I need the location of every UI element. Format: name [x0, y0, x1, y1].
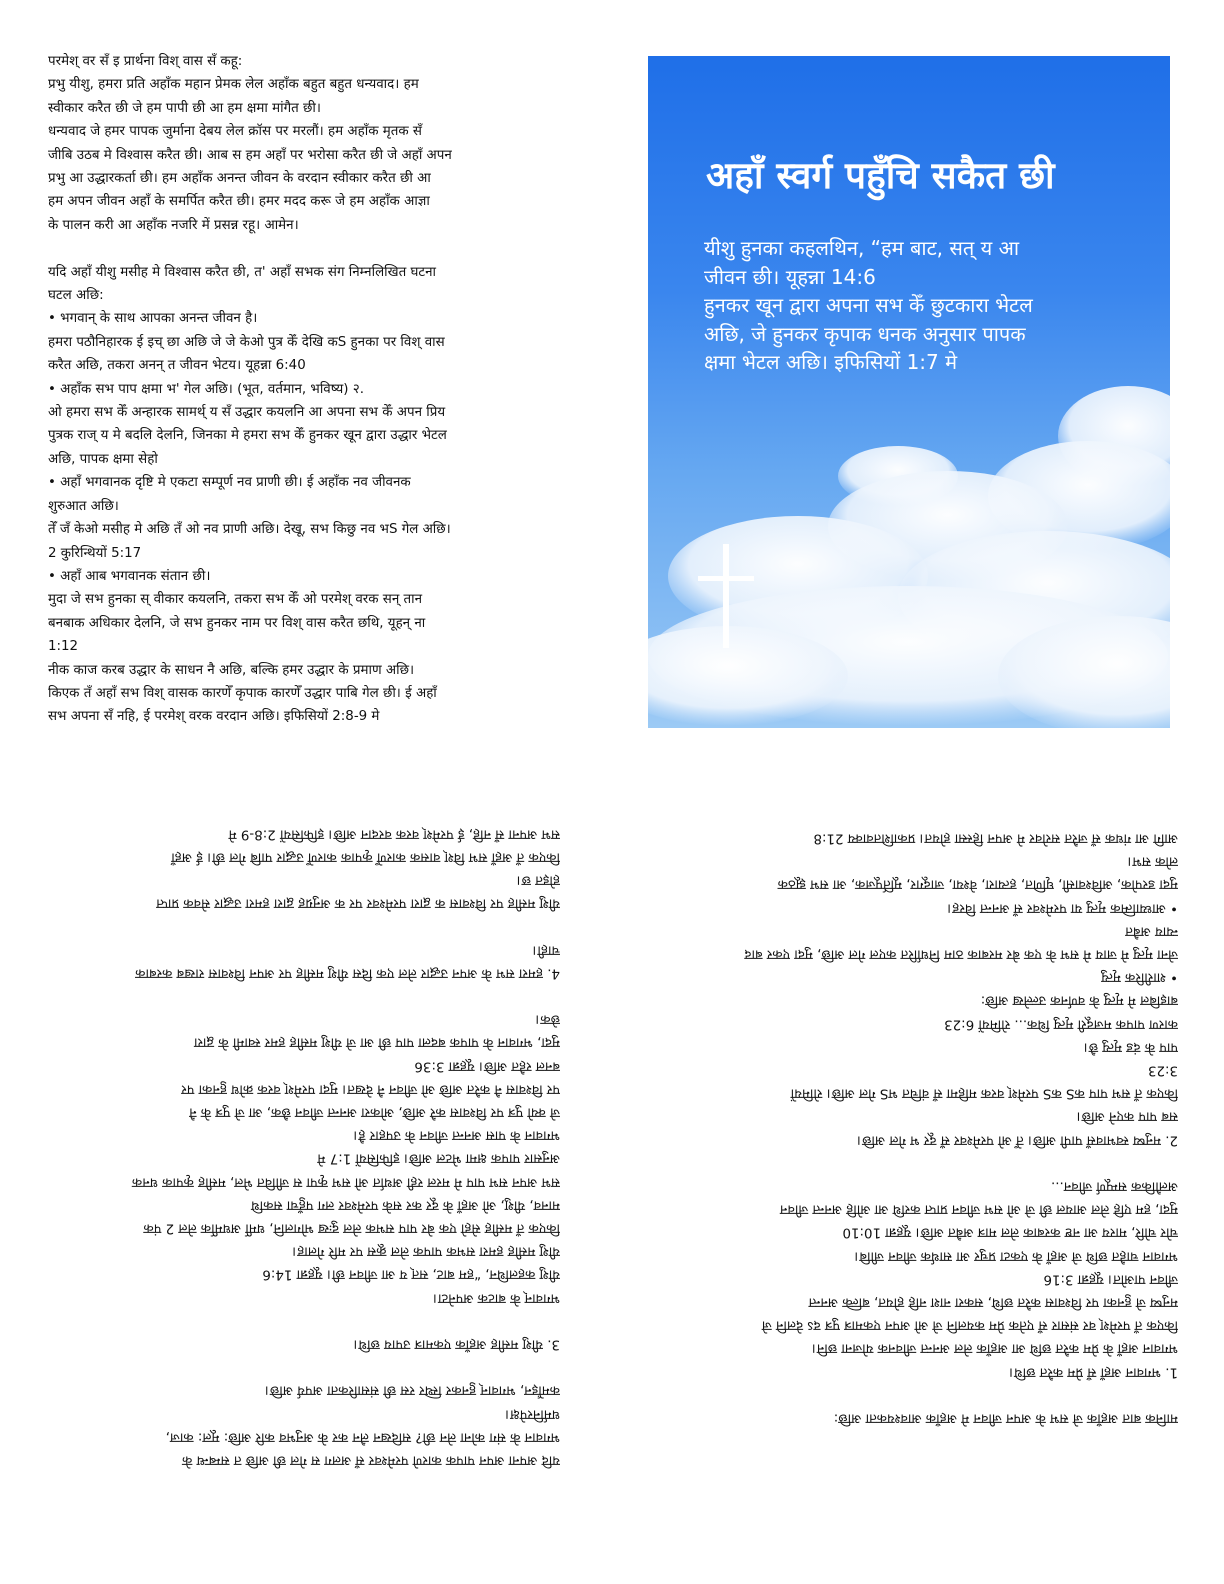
text-line: सभ अपना सँ नहि, ई परमेश् वरक वरदान अछि। इफिसियों 2:8-9 मे: [48, 709, 380, 725]
text-line: • भगवान् के साथ आपका अनन्त जीवन है।: [48, 311, 258, 327]
text-line: किएक तँ अहाँ सभ विश् वासक कारणेँ कृपाक कारणेँ उद्धार पाबि गेल छी। ई अहाँ: [48, 685, 437, 701]
rotated-text-line: अनुसार पापक क्षमा भेटल अछि। इफिसियों 1:7 मे: [317, 1151, 560, 1167]
rotated-text-line: बाइबिल मे मृत्यु के वर्णनक उल्लेख अछि:: [980, 992, 1178, 1008]
text-line: घटल अछि:: [48, 288, 104, 304]
rotated-text-line: किएक तँ अहाँ सभ विश् वासक कारणेँ कृपाक कारणेँ उद्धार पाबि गेल छी। ई अहाँ: [171, 849, 560, 865]
rotated-text-line: कर्मोंइन, भगवान् हुनकर स्थिर रस छी संसारिकता अपर्य अछि।: [264, 1383, 560, 1399]
text-line: प्रभु यीशु, हमरा प्रति अहाँक महान प्रेमक लेल अहाँक बहुत बहुत धन्यवाद। हम: [48, 77, 419, 93]
rotated-text-line: धर्मनिरपेक्ष।: [505, 1406, 560, 1422]
rotated-text-line: न्याय अबैत: [1125, 923, 1178, 939]
bottom-left-rotated-panel: [48, 822, 560, 1472]
card-body: [704, 234, 1144, 377]
rotated-text-line: किएक तँ मसीह सेहो एक बेर पाप सभक लेल दुःख भोगलनि, धर्मी अधर्मीक लेल 2 पंक: [143, 1220, 560, 1236]
rotated-text-line: [48, 1356, 560, 1379]
cross-icon: [698, 544, 754, 648]
rotated-text-line: भगवान के संग कोना लेन छी? सदिखन लैन कर के अनुभव करि अछि: मूल: काज,: [165, 1429, 560, 1445]
text-line: के पालन करी आ अहाँक नजरि में प्रसन्न रहू। आमेन।: [48, 217, 299, 233]
rotated-text-line: किएक तँ परमेश् वर संसार सँ एतेक प्रेम कयलनि जे ओ अपन एकमात्र पुत्र दऽ देलनि जे: [761, 1317, 1178, 1333]
rotated-text-line: यदि अपना अपन पापक कारणे परमेश्वर सँ अलग स गेल छी अछि त सम्बन्ध के: [182, 1452, 560, 1468]
rotated-text-line: जे क्यो पुत्र पर विश्वास करै अछि, ओकरा अनन्त जीवन छैक, आ जे पुत्र के नै: [189, 1104, 560, 1120]
rotated-text-line: सभ अपना सँ नहि, ई परमेश् वरक वरदान अछि। इफिसियों 2:8-9 मे: [228, 826, 560, 842]
rotated-text-line: 1. भगवान अहाँ सँ प्रेम करैत छथि।: [1009, 1363, 1178, 1379]
rotated-text-line: होइत छ।: [516, 872, 560, 888]
text-line: • अहाँ भगवानक दृष्टि मे एकटा सम्पूर्ण नव प्राणी छी। ई अहाँक नव जीवनक: [48, 475, 411, 491]
rotated-text-line: चोर चोरि, मारय आ नष्ट करबाक लेल मात्र अबैत अछि। यूहन्ना 10:10: [842, 1224, 1178, 1240]
rotated-text-line: छेक।: [535, 1011, 560, 1027]
rotated-text-line: • आध्यात्मिक मृत्यु या परमेश्वर सँ अनन्त विरह।: [947, 899, 1178, 915]
rotated-text-line: बनल रहैत अछि। यूहन्ना 3:36: [414, 1058, 560, 1074]
text-line: • अहाँ आब भगवानक संतान छी।: [48, 568, 211, 584]
text-line: [48, 237, 528, 260]
rotated-text-line: भगवान् के बाटक अपनेटा।: [432, 1290, 560, 1306]
text-line: बनबाक अधिकार देलनि, जे सभ हुनकर नाम पर विश् वास करैत छथि, यूहन् ना: [48, 615, 426, 631]
rotated-text-line: मुदा डरपोक, अविश्वासी, घृणित, हत्यारा, वेश्या, जादूगर, मूर्तिपूजक, आ सभ झूठक: [777, 876, 1178, 892]
rotated-text-line: अलौकिक सम्पूर्ण जीवन...: [1051, 1178, 1178, 1194]
text-line: जीबि उठब मे विश्वास करैत छी। आब स हम अहाँ पर भरोसा करैत छी जे अहाँ अपन: [48, 147, 452, 163]
rotated-text-line: किएक तँ सभ पाप कS कS परमेश् वरक महिमा सँ वंचित भS गेल अछि। रोमियों: [790, 1085, 1178, 1101]
rotated-text-line: सब पाप कएने अछि।: [1076, 1108, 1178, 1124]
card-body-line: जीवन छी। यूहन्ना 14:6: [704, 264, 876, 289]
text-line: शुरुआत अछि।: [48, 498, 119, 514]
text-line: अछि, पापक क्षमा सेहो: [48, 451, 158, 467]
rotated-text-line: [48, 984, 560, 1007]
text-line: करैत अछि, तकरा अनन् त जीवन भेटय। यूहन्ना 6:40: [48, 358, 306, 374]
rotated-text-line: 4. हमरा सभ के अपन उद्धार लेल एक दिस यीशु मसीह पर अपन विश्वास राखब करबाक: [135, 965, 560, 981]
rotated-text-line: यीशु मसीह हमरा सभक पापक लेल क्रूस पर मरि गेलाह।: [292, 1243, 560, 1259]
text-line: हमरा पठौनिहारक ई इच् छा अछि जे जे केओ पुत्र केँ देखि कS हुनका पर विश् वास: [48, 334, 445, 350]
text-line: स्वीकार करैत छी जे हम पापी छी आ हम क्षमा मांगैत छी।: [48, 100, 321, 116]
rotated-text-line: भगवान चाहैत छथि जे अहाँ के एकटा प्रचुर आ सार्थक जीवन जीबि।: [854, 1247, 1178, 1263]
card-body-line: यीशु हुनका कहलथिन, “हम बाट, सत् य आ: [704, 236, 1020, 260]
rotated-text-line: मानिक बात अहाँक जे सभ के अपन जीवन मे अहाँक आवश्यकता अछि:: [833, 1410, 1178, 1426]
text-line: 1:12: [48, 639, 79, 655]
card-body-line: हुनकर खून द्वारा अपना सभ केँ छुटकारा भेटल: [704, 293, 1033, 318]
rotated-text-line: 2. मनुष्य स्वभावसँ पापी अछि। तेँ ओ परमेश्वर सँ दूर भ गेल अछि।: [856, 1131, 1178, 1147]
card-body-line: अछि, जे हुनकर कृपाक धनक अनुसार पापक: [704, 321, 1026, 346]
text-line: प्रभु आ उद्धारकर्ता छी। हम अहाँक अनन्त जीवन के वरदान स्वीकार करैत छी आ: [48, 171, 431, 187]
rotated-text-line: [48, 915, 560, 938]
text-line: पुत्रक राज् य मे बदलि देलनि, जिनका मे हमरा सभ केँ हुनकर खून द्वारा उद्धार भेटल: [48, 428, 447, 444]
rotated-text-line: 3:23: [1147, 1062, 1178, 1078]
rotated-text-line: मनुष्य जे हुनका पर विश्वास करैत छथि, सकरा नाश नहि होयत, बल्कि अनन्त: [808, 1294, 1178, 1310]
rotated-text-line: 3. यीशु मसीह अहाँक एकमात्र उपाय छथि।: [353, 1336, 560, 1352]
card-title: अहाँ स्वर्ग पहुँचि सकैत छी: [706, 154, 1055, 197]
rotated-text-line: लोक सभ।: [1127, 853, 1178, 869]
rotated-text-line: चाही।: [532, 942, 560, 958]
text-line: धन्यवाद जे हमर पापक जुर्माना देबय लेल क्रॉस पर मरलौं। हम अहाँक मृतक सँ: [48, 124, 422, 140]
rotated-text-line: [646, 1383, 1178, 1406]
text-line: • अहाँक सभ पाप क्षमा भ' गेल अछि। (भूत, वर्तमान, भविष्य) २.: [48, 381, 364, 397]
text-line: मुदा जे सभ हुनका स् वीकार कयलनि, तकरा सभ केँ ओ परमेश् वरक सन् तान: [48, 592, 423, 608]
rotated-text-line: मुदा, भगवान के पापक बदला पाप छी आ जे यीशु मसीह हमर स्वामी के द्वारा: [193, 1035, 560, 1050]
rotated-text-line: यीशु कहलथिन, “हम बाट, सत् य आ जीवन छी। यूहन्ना 14:6: [262, 1267, 560, 1283]
rotated-text-line: [646, 1151, 1178, 1174]
text-line: ओ हमरा सभ केँ अन्हारक सामर्थ् य सँ उद्धार कयलनि आ अपना सभ केँ अपन प्रिय: [48, 405, 446, 421]
rotated-text-line: भगवान के पास अनन्त जीवन के उपहार है।: [353, 1127, 560, 1143]
text-line: हम अपन जीवन अहाँ के समर्पित करैत छी। हमर मदद करू जे हम अहाँक आज्ञा: [48, 194, 430, 210]
text-line: यदि अहाँ यीशु मसीह मे विश्वास करैत छी, त' अहाँ सभक संग निम्नलिखित घटना: [48, 264, 437, 280]
rotated-text-line: कारण पापक मजदूरी मृत्यु थिक... रोमियों 6:23: [944, 1015, 1178, 1031]
card-body-line: क्षमा भेटल अछि। इफिसियों 1:7 मे: [704, 350, 958, 375]
rotated-text-line: [48, 1309, 560, 1332]
bottom-right-rotated-panel: [646, 826, 1178, 1429]
top-left-text-panel: [48, 50, 528, 729]
rotated-text-line: भगवान अहाँ के प्रेम करैत छथि आ अहाँक लेल अनन्त जीवनक योजना छनि।: [811, 1340, 1178, 1356]
text-line: परमेश् वर सँ इ प्रार्थना विश् वास सँ कहू:: [48, 54, 243, 69]
rotated-text-line: • शारीरिक मृत्यु: [1101, 969, 1178, 985]
rotated-text-line: पाप के दंड मृत्यु छै।: [1083, 1039, 1178, 1055]
rotated-text-line: जेना मृत्यु मे जाय मे सभ के एक बेर मरबाक ठाम निर्धारित कएल गेल अछि, मुदा एकर बाद: [744, 946, 1178, 962]
rotated-text-line: जीवन पाओत। यूहन्ना 3:16: [1043, 1271, 1178, 1287]
rotated-text-line: मानव, यीशु, ओ अहाँ के दूर कर सके परमेश्वर लग पहुँचा सकथि: [251, 1197, 560, 1213]
text-line: तेँ जँ केओ मसीह मे अछि तँ ओ नव प्राणी अछि। देखू, सभ किछु नव भS गेल अछि।: [48, 522, 451, 538]
rotated-text-line: यीशु मसीह पर विश्वास क द्वारा परमेश्वर पर क अनुग्रह द्वारा हमरा उद्धार सेवक प्राप्त: [156, 895, 560, 911]
text-line: नीक काज करब उद्धार के साधन नै अछि, बल्कि हमर उद्धार के प्रमाण अछि।: [48, 662, 415, 678]
rotated-text-line: आगि आ गंधक सँ जरैत सरोवर मे अपन हिस्सा होयत। प्रकाशितवाक्य 21:8: [813, 830, 1178, 846]
rotated-text-line: मुदा, हम एहि लेल आयल छी जे ओ सभ जीवन प्राप्त करथि आ ओहि अनन्त जीवन: [779, 1201, 1178, 1217]
text-line: 2 कुरिन्थियों 5:17: [48, 545, 142, 561]
rotated-text-line: पर विश्वास नै करैत अछि ओ जीवन नै देखत। मुदा परमेश् वरक क्रोध हुनका पर: [181, 1081, 560, 1097]
rotated-text-line: सभ अपन सभ पाप मे मरल रही अर्थात ओ सभ कृपा स जीवित भेल, मसीह कृपाक धनक: [132, 1174, 560, 1190]
cover-card: [648, 56, 1170, 728]
